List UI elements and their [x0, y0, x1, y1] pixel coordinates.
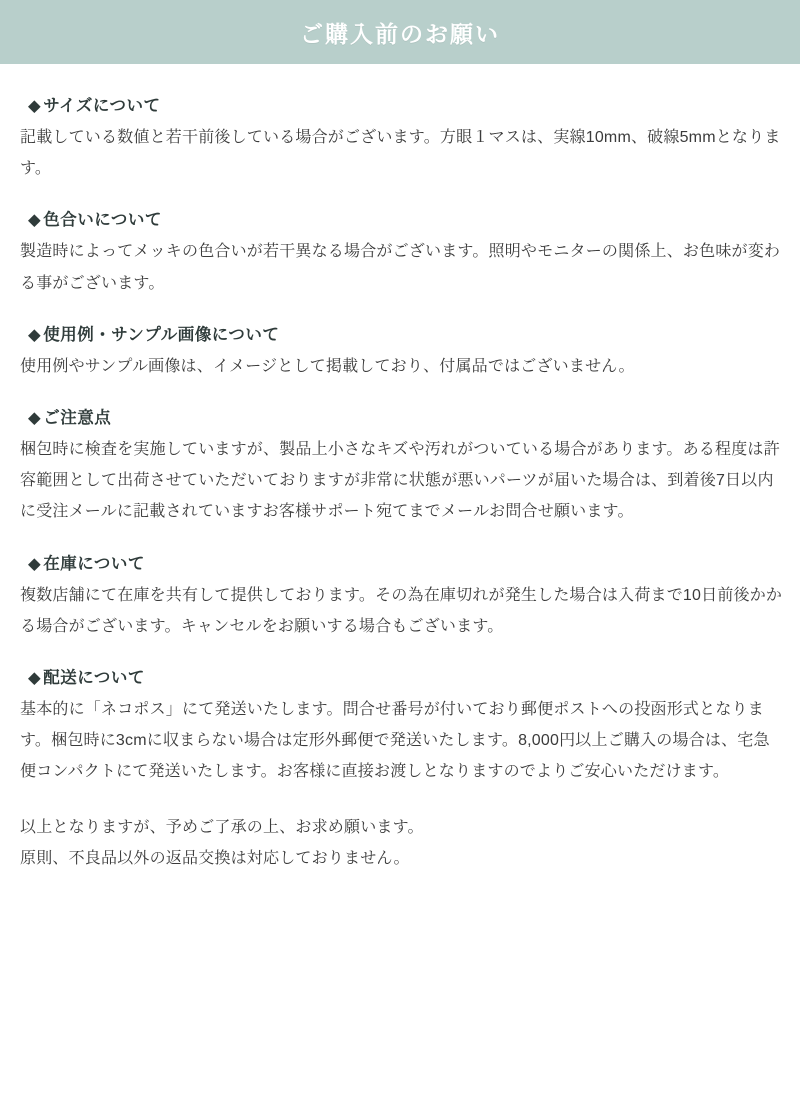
section-heading-label: 色合いについて	[43, 211, 162, 230]
diamond-bullet-icon: ◆	[28, 554, 42, 573]
section-heading-label: ご注意点	[43, 408, 112, 427]
section-heading-label: サイズについて	[43, 97, 161, 115]
section-stock	[18, 550, 784, 642]
section-color	[18, 206, 784, 298]
section-body-shipping: 基本的に「ネコポス」にて発送いたします。問合せ番号が付いており郵便ポストへの投函形式となります。梱包時に3cmに収まらない場合は定形外郵便で発送いたします。8,000円以上ご購入の場合は、宅急便コンパクトにて発送いたします。お客様に直接お渡しとなりますのでよりご安心いただけます。	[20, 700, 770, 781]
section-body-size: 記載している数値と若干前後している場合がございます。方眼１マスは、実線10mm、破線5mmとなります。	[20, 129, 781, 178]
closing-line-1: 以上となりますが、予めご了承の上、お求め願います。	[20, 819, 424, 837]
section-shipping	[18, 664, 784, 788]
diamond-bullet-icon: ◆	[28, 325, 42, 344]
section-heading-color	[28, 206, 784, 230]
closing-line-2: 原則、不良品以外の返品交換は対応しておりません。	[20, 849, 410, 867]
section-cautions	[18, 404, 784, 528]
diamond-bullet-icon: ◆	[28, 211, 42, 230]
closing-note	[18, 813, 784, 874]
section-heading-stock	[28, 550, 784, 574]
section-heading-size	[28, 92, 784, 116]
section-body-cautions: 梱包時に検査を実施していますが、製品上小さなキズや汚れがついている場合があります。ある程度は許容範囲として出荷させていただいておりますが非常に状態が悪いパーツが届いた場合は、到着後7日以内に受注メールに記載されていますお客様サポート宛てまでメールお問合せ願います。	[20, 440, 780, 521]
section-heading-label: 在庫について	[43, 554, 145, 573]
section-size	[18, 92, 784, 184]
page-title: ご購入前のお願い	[300, 20, 500, 47]
diamond-bullet-icon: ◆	[28, 668, 42, 687]
section-body-sample-images: 使用例やサンプル画像は、イメージとして掲載しており、付属品ではございません。	[20, 357, 635, 375]
section-heading-label: 配送について	[43, 668, 145, 687]
section-heading-shipping	[28, 664, 784, 688]
section-sample-images	[18, 321, 784, 382]
notice-content	[0, 92, 800, 874]
section-body-stock: 複数店舗にて在庫を共有して提供しております。その為在庫切れが発生した場合は入荷まで10日前後かかる場合がございます。キャンセルをお願いする場合もございます。	[20, 586, 783, 635]
diamond-bullet-icon: ◆	[28, 97, 42, 115]
section-heading-sample-images	[28, 321, 784, 345]
section-body-color: 製造時によってメッキの色合いが若干異なる場合がございます。照明やモニターの関係上、お色味が変わる事がございます。	[20, 243, 781, 292]
diamond-bullet-icon: ◆	[28, 408, 42, 427]
section-heading-label: 使用例・サンプル画像について	[43, 325, 280, 344]
section-heading-cautions	[28, 404, 784, 428]
page-header	[0, 0, 800, 64]
